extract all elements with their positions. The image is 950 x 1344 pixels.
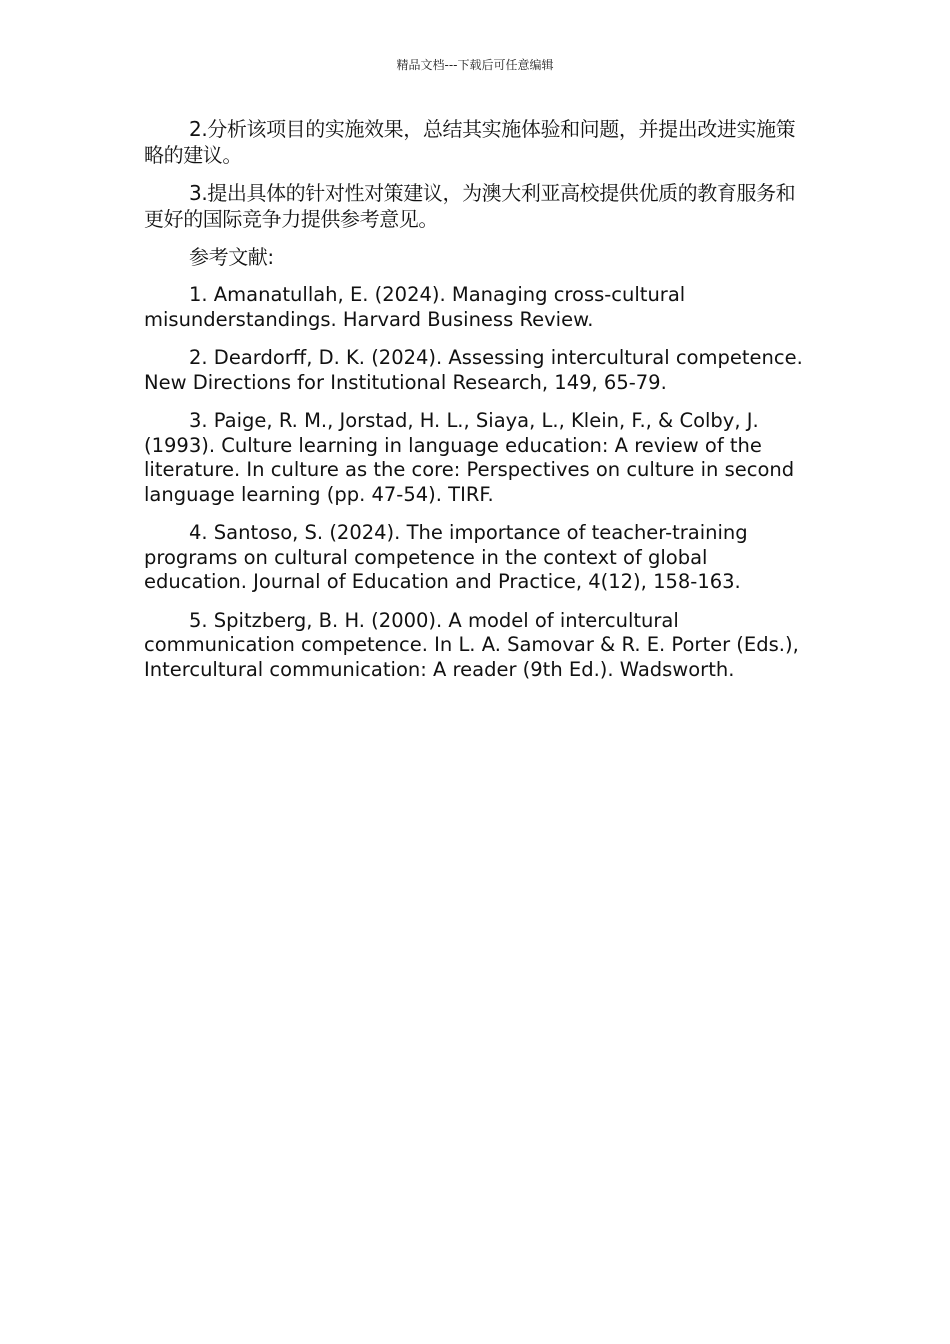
goal-paragraph-2: 2.分析该项目的实施效果，总结其实施体验和问题，并提出改进实施策略的建议。	[144, 117, 796, 167]
reference-item-4: 4. Santoso, S. (2024). The importance of teacher-training programs on cultural competence in the context of global education. Journal of Education and Practice, 4(12), 158-163.	[144, 521, 748, 593]
reference-item-3: 3. Paige, R. M., Jorstad, H. L., Siaya, L., Klein, F., & Colby, J. (1993). Culture learning in language education: A review of the literature. In culture as the core: Perspectives on culture in second language learning (pp. 47-54). TIRF.	[144, 409, 795, 506]
reference-item-1: 1. Amanatullah, E. (2024). Managing cross-cultural misunderstandings. Harvard Business Review.	[144, 283, 686, 331]
page-header: 精品文档---下载后可任意编辑	[396, 58, 554, 72]
goal-paragraph-3: 3.提出具体的针对性对策建议，为澳大利亚高校提供优质的教育服务和更好的国际竞争力提供参考意见。	[144, 181, 796, 231]
reference-item-2: 2. Deardorff, D. K. (2024). Assessing intercultural competence. New Directions for Institutional Research, 149, 65-79.	[144, 346, 803, 394]
document-body	[144, 116, 806, 696]
references-heading: 参考文献:	[189, 245, 274, 269]
reference-item-5: 5. Spitzberg, B. H. (2000). A model of intercultural communication competence. In L. A. Samovar & R. E. Porter (Eds.), Intercultural communication: A reader (9th Ed.). Wadsworth.	[144, 608, 799, 681]
